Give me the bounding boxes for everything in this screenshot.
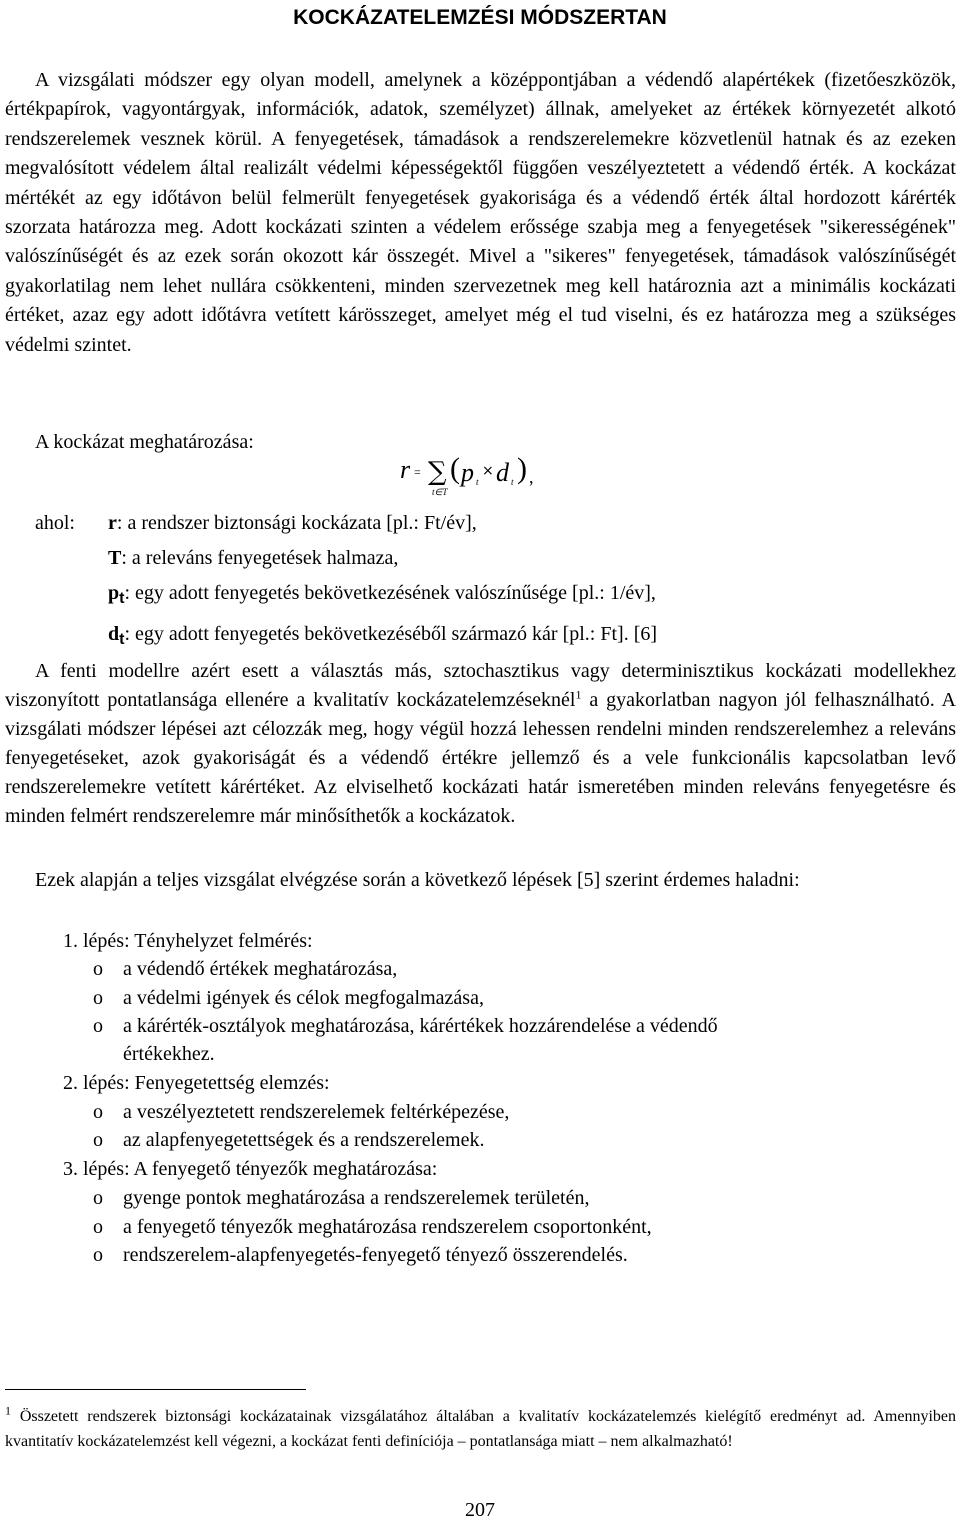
formula-open-paren: ( (450, 452, 460, 485)
list-item-text: a fenyegető tényezők meghatározása rendszerelem csoportonként, (123, 1216, 652, 1238)
list-item (93, 1127, 484, 1153)
definition-dt (108, 621, 657, 649)
definition-subscript: t (119, 590, 125, 607)
footnote-number: 1 (5, 1403, 11, 1418)
list-item-text: gyenge pontok meghatározása a rendszerelemek területén, (123, 1187, 590, 1209)
formula-d-sub: t (511, 477, 514, 487)
bullet-mark: o (93, 1244, 103, 1266)
formula-label: A kockázat meghatározása: (35, 431, 254, 453)
formula-p: p (461, 458, 474, 487)
list-item (93, 1013, 718, 1039)
list-item (93, 1214, 652, 1240)
formula-sum-index: t∈T (432, 487, 448, 497)
bullet-mark: o (93, 1129, 103, 1151)
list-item-text: a kárérték-osztályok meghatározása, kárértékek hozzárendelése a védendő (123, 1015, 718, 1037)
ahol-label: ahol: (35, 512, 75, 534)
risk-formula (398, 448, 558, 500)
footnote-text: Összetett rendszerek biztonsági kockázatainak vizsgálatához általában a kvalitatív kockázatelemzés kielégítő eredményt ad. Amennyiben kvantitatív kockázatelemzést kell végezni, a kockázat fenti definíciója – pontatlansága miatt – nem alkalmazható! (5, 1408, 956, 1450)
formula-close-paren: ) (517, 452, 527, 485)
formula-p-sub: t (476, 477, 479, 487)
formula-d: d (496, 458, 509, 487)
footnote-reference[interactable]: 1 (575, 687, 582, 702)
step-2-label: 2. lépés: Fenyegetettség elemzés: (63, 1072, 330, 1094)
formula-sigma: ∑ (428, 457, 447, 487)
model-paragraph-text-b: a gyakorlatban nagyon jól felhasználható. A vizsgálati módszer lépései azt célozzák meg, hogy végül hozzá lehessen rendelni minden rendszerelemhez a releváns fenyegetéseket, azok gyakoriságát és a védendő értékre jellemző és a vele funkcionális kapcsolatban levő rendszerelemekre vetített kárértéket. Az elviselhető kockázati határ ismeretében minden releváns fenyegetésre és minden felmért rendszerelemre már minősíthetők a kockázatok. (5, 688, 957, 827)
bullet-mark: o (93, 1187, 103, 1209)
list-item (93, 1242, 628, 1268)
list-item (93, 1099, 509, 1125)
list-item-text: a védelmi igények és célok megfogalmazása, (123, 987, 484, 1009)
list-item (93, 956, 397, 982)
steps-intro-paragraph: Ezek alapján a teljes vizsgálat elvégzése során a következő lépések [5] szerint érdemes haladni: (35, 869, 800, 891)
definition-text: : egy adott fenyegetés bekövetkezésének valószínűsége [pl.: 1/év], (124, 582, 656, 604)
footnote-divider (5, 1389, 306, 1390)
list-item-text: rendszerelem-alapfenyegetés-fenyegető tényező összerendelés. (123, 1244, 628, 1266)
formula-lhs: r (400, 455, 411, 484)
definition-T (108, 545, 398, 571)
intro-paragraph: A vizsgálati módszer egy olyan modell, amelynek a középpontjában a védendő alapértékek (fizetőeszközök, értékpapírok, vagyontárgyak, információk, adatok, személyzet) állnak, amelyeket az értékek környezetét alkotó rendszerelemek vesznek körül. A fenyegetések, támadások a rendszerelemekre közvetlenül hatnak és az ezeken megvalósított védelem által realizált védelmi képességektől függően veszélyeztetett a védendő érték. A kockázat mértékét az egy időtávon belül felmerült fenyegetések gyakorisága és a védendő érték által hordozott kárérték szorzata határozza meg. Adott kockázati szinten a védelem erőssége szabja meg a fenyegetések "sikerességének" valószínűségét és az ezek során okozott kár összegét. Mivel a "sikeres" fenyegetések, támadások valószínűségét gyakorlatilag nem lehet nullára csökkenteni, minden szervezetnek meg kell határoznia azt a minimális kockázati értéket, azaz egy adott időtávra vetített kárösszeget, amelyet még el tud viselni, és ez határozza meg a szükséges védelmi szintet. (5, 69, 956, 356)
footnote (5, 1404, 956, 1454)
page-title: KOCKÁZATELEMZÉSI MÓDSZERTAN (293, 6, 667, 29)
list-item (93, 985, 484, 1011)
formula-equals: = (414, 465, 421, 479)
definition-text: : egy adott fenyegetés bekövetkezéséből származó kár [pl.: Ft]. [6] (124, 623, 658, 645)
bullet-mark: o (93, 1015, 103, 1037)
list-item-text: a veszélyeztetett rendszerelemek feltérképezése, (123, 1101, 510, 1123)
bullet-mark: o (93, 1101, 103, 1123)
list-item (93, 1185, 589, 1211)
model-paragraph (5, 657, 956, 830)
definition-r (108, 510, 477, 536)
definition-symbol: d (108, 623, 120, 645)
definition-symbol: T (108, 547, 122, 569)
definition-subscript: t (119, 631, 125, 648)
definition-symbol: r (108, 512, 117, 534)
step-3-label: 3. lépés: A fenyegető tényezők meghatározása: (63, 1158, 438, 1180)
page-number: 207 (465, 1499, 495, 1521)
bullet-mark: o (93, 1216, 103, 1238)
list-item-text: a védendő értékek meghatározása, (123, 958, 398, 980)
definition-text: : a releváns fenyegetések halmaza, (121, 547, 399, 569)
definition-text: : a rendszer biztonsági kockázata [pl.: Ft/év], (116, 512, 477, 534)
model-paragraph-text-a: A fenti modellre azért esett a választás más, sztochasztikus vagy determinisztikus kockázati modellekhez viszonyított pontatlansága ellenére a kvalitatív kockázatelemzéseknél (5, 660, 956, 711)
list-item-continuation: értékekhez. (123, 1043, 215, 1065)
definition-symbol: p (108, 582, 120, 604)
list-item-text: az alapfenyegetettségek és a rendszerelemek. (123, 1129, 485, 1151)
bullet-mark: o (93, 958, 103, 980)
formula-times: × (482, 463, 494, 479)
bullet-mark: o (93, 987, 103, 1009)
step-1-label: 1. lépés: Tényhelyzet felmérés: (63, 930, 313, 952)
definition-pt (108, 580, 656, 608)
formula-comma: , (529, 467, 534, 487)
